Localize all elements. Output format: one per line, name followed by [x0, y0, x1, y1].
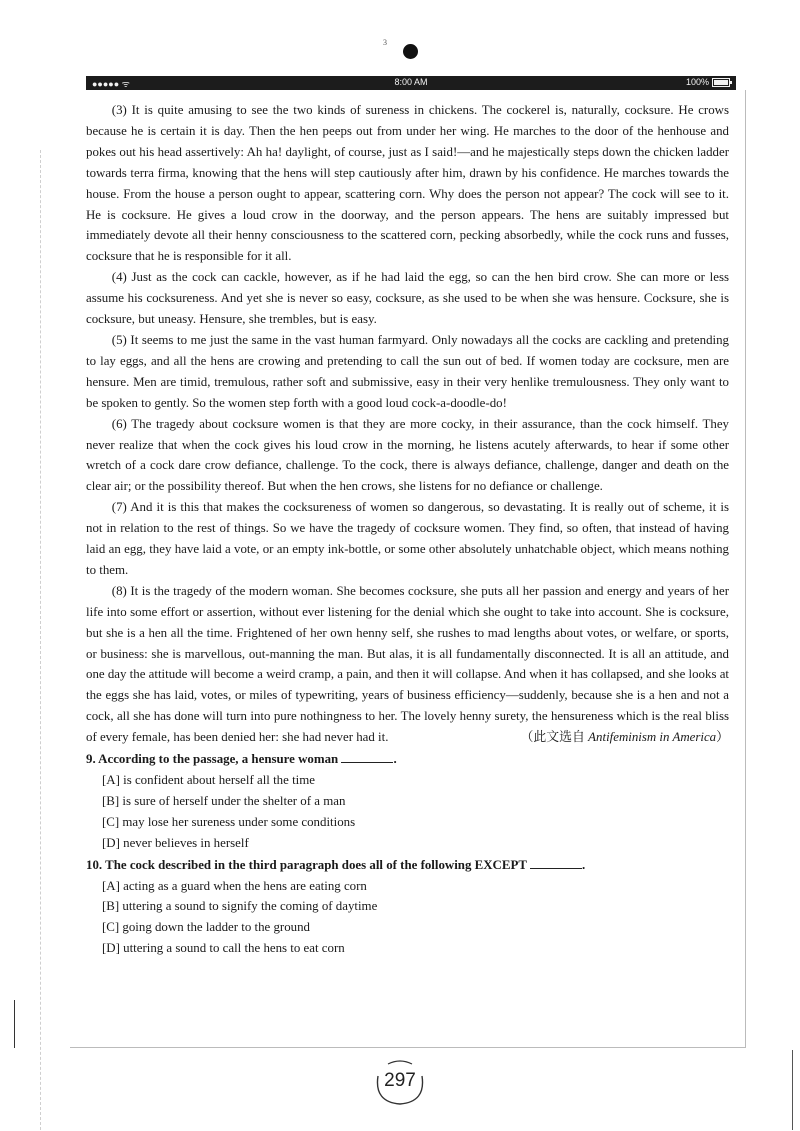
question-10 [86, 854, 729, 876]
paragraph-6: (6) The tragedy about cocksure women is that they are more cocky, in their assurance, than the cock himself. They never realize that when the cock gives his loud crow in the morning, he listens acutely afterwards, to hear if some other wretch of a cock dare crow defiance, challenge. To the cock, there is always defiance, challenge, danger and death on the clear air; or the possibility thereof. But when the hen crows, she listens for no defiance or challenge. [86, 416, 729, 494]
margin-rule-right [792, 1050, 793, 1130]
paragraph-4: (4) Just as the cock can cackle, however, as if he had laid the egg, so can the hen bird crow. She can more or less assume his cocksureness. And yet she is never so easy, cocksure, as she used to be when she was hensure. Cocksure, she is cocksure, but uneasy. Hensure, she trembles, but is easy. [86, 270, 729, 327]
citation-suffix: ） [716, 730, 729, 745]
paragraph-3: (3) It is quite amusing to see the two kinds of sureness in chickens. The cockerel is, naturally, cocksure. He crows because he is certain it is day. Then the hen peeps out from under her wing. He marches to the door of the henhouse and pokes out his head assertively: Ah ha! daylight, of course, just as I said!—and he majestically steps down the chicken ladder towards terra firma, knowing that the hens will step cautiously after him, drawn by his confidence. He marches towards the house. From the house a person ought to appear, scattering corn. Why does the person not appear? The cock will see to it. He is cocksure. He gives a loud crow in the doorway, and the person appears. The hens are suitably impressed but immediately devote all their henny consciousness to the scattered corn, pecking absorbedly, while the cock runs and fusses, cocksure that he is responsible for it all. [86, 103, 729, 264]
option-10c: [C] going down the ladder to the ground [102, 920, 310, 935]
option-9c: [C] may lose her sureness under some conditions [102, 814, 356, 829]
option-10b: [B] uttering a sound to signify the coming of daytime [102, 899, 378, 914]
reading-passage [86, 100, 729, 959]
question-end: . [393, 752, 397, 767]
status-bar [86, 76, 736, 90]
battery-icon [712, 78, 730, 87]
paragraph-7: (7) And it is this that makes the cocksureness of women so dangerous, so devastating. It is really out of scheme, it is not in relation to the rest of things. So we have the tragedy of cocksure women. They find, so often, that instead of having laid an egg, they have laid a vote, or an empty ink-bottle, or some other absolutely unhatchable object, which means nothing to them. [86, 500, 729, 577]
question-end: . [581, 857, 586, 872]
answer-blank [530, 854, 582, 869]
status-time: 8:00 AM [394, 77, 428, 87]
paragraph-5: (5) It seems to me just the same in the vast human farmyard. Only nowadays all the cocks are cackling and pretending to lay eggs, and all the hens are crowing and pretending to call the sun out of bed. If women today are cocksure, men are hensure. Men are timid, tremulous, rather soft and submissive, easy in their very henlike tremulousness. They only want to be spoken to gently. So the women step forth with a good loud cock-a-doodle-do! [86, 332, 729, 410]
option-10a: [A] acting as a guard when the hens are eating corn [102, 878, 367, 893]
option-9a: [A] is confident about herself all the time [102, 773, 315, 788]
header-mark: 3 [383, 38, 387, 47]
answer-blank [341, 748, 393, 763]
binding-margin-line [40, 150, 41, 1130]
option-9d: [D] never believes in herself [102, 835, 249, 850]
page-number: 297 [384, 1070, 416, 1091]
question-stem: 9. According to the passage, a hensure woman [86, 752, 339, 767]
page-number-badge [368, 1058, 432, 1110]
header-dot-icon [403, 44, 418, 59]
option-9b: [B] is sure of herself under the shelter of a man [102, 793, 346, 808]
question-stem: 10. The cock described in the third paragraph does all of the following EXCEPT [86, 857, 527, 872]
citation-title: Antifeminism in America [588, 730, 717, 745]
option-10d: [D] uttering a sound to call the hens to eat corn [102, 941, 345, 956]
battery-status [686, 77, 730, 87]
citation-prefix: （此文选自 [520, 730, 589, 745]
margin-rule [14, 1000, 15, 1048]
signal-icon: ●●●●● ᯤ [92, 79, 130, 89]
battery-percent: 100% [685, 77, 709, 87]
paragraph-8: (8) It is the tragedy of the modern woman. She becomes cocksure, she puts all her passion and energy and years of her life into some effort or assertion, without ever listening for the denial which she ought to take into account. She is cocksure, but she is a hen all the time. Frightened of her own henny self, she rushes to mad lengths about votes, or welfare, or sports, or business: she is marvellous, out-manning the man. But alas, it is all fundamentally disconnected. It is all an attitude, and one day the attitude will become a weird cramp, a pain, and then it will collapse. And when it has collapsed, and she looks at the eggs she has laid, votes, or miles of typewriting, years of business efficiency—suddenly, because she is a hen and not a cock, all she has done will turn into pure nothingness to her. The lovely henny surety, the hensureness which is the real bliss of every female, has been denied her: she had never had it. [86, 583, 729, 745]
question-9 [86, 748, 729, 770]
